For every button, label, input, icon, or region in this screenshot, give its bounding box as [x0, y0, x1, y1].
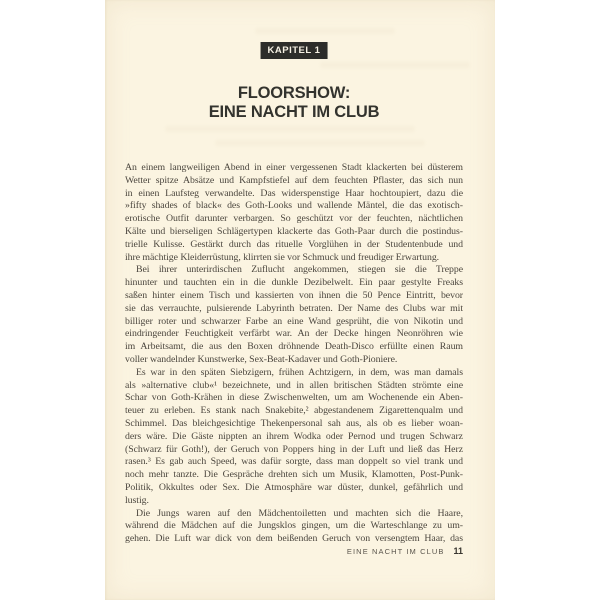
text-line: voller wandelnder Kunstwerke, Sex-Beat-Kadaver und Goth-Pioniere. [125, 353, 398, 365]
text-line: hinunter und tauchten ein in die dunkle Dezibelwelt. Ein paar gestylte Freaks [125, 277, 463, 289]
text-line: rasen.³ Es gab auch Speed, was dafür sorgte, dass man doppelt so viel trank und [125, 456, 463, 468]
text-line: Es war in den späten Siebzigern, frühen Achtzigern, in dem, was man damals [136, 366, 463, 378]
text-line: gehen. Die Luft war dick von dem beißenden Geruch von versengtem Haar, das [125, 533, 463, 545]
text-line: im Arbeitsamt, die aus den Boxen dröhnende Death-Disco erfüllte einen Raum [125, 341, 463, 353]
text-line: Schar von Goth-Krähen in diese Zwischenwelten, um am Wochenende ein Aben- [125, 392, 463, 404]
title-line-2: EINE NACHT IM CLUB [208, 103, 380, 121]
text-line: Kälte und bierseligen Schlägertypen klackerte das Goth-Paar durch die postindus- [125, 225, 463, 237]
content-frame [125, 0, 463, 600]
text-line: ders wäre. Die Gäste nippten an ihrem Wodka oder Pernod und trugen Schwarz [125, 430, 463, 442]
text-line: in einen Laufsteg verwandelte. Das widerspenstige Haar hochtoupiert, dazu die [125, 187, 463, 199]
text-line: sie das verrauchte, pulsierende Labyrinth betraten. Der Name des Clubs war mit [125, 302, 463, 314]
book-page [105, 0, 495, 600]
footer-running-title: EINE NACHT IM CLUB [346, 547, 445, 556]
text-line: An einem langweiligen Abend in einer vergessenen Stadt klackerten bei düsterem [125, 162, 463, 173]
text-line: Die Jungs waren auf den Mädchentoiletten und machten sich die Haare, [136, 507, 463, 519]
text-line: saßen hinter einem Tisch und kassierten von ihnen die 50 Pence Eintritt, bevor [125, 289, 463, 301]
paragraph [125, 264, 463, 366]
text-line: »fifty shades of black« des Goth-Looks und wallende Mäntel, die das exotisch- [125, 200, 463, 212]
text-line: erotische Outfit darunter verbargen. So geschützt vor der feuchten, nächtlichen [125, 213, 463, 225]
text-line: als »alternative club«¹ bezeichnete, und in allen britischen Städten strömte eine [125, 379, 463, 391]
text-line: Schimmel. Das bleichgesichtige Thekenpersonal sah aus, als ob es lieber woan- [125, 417, 463, 429]
text-line: noch mehr tanzte. Die Gespräche drehten sich um Musik, Klamotten, Post-Punk- [125, 469, 463, 481]
paragraph [125, 367, 463, 508]
text-line: (Schwarz für Goth!), der Geruch von Poppers hing in der Luft und ließ das Herz [125, 443, 463, 455]
title-line-1: FLOORSHOW: [237, 84, 351, 102]
text-line: eindringender Feuchtigkeit verfärbt war. An der Decke hingen Neonröhren wie [125, 328, 463, 340]
text-line: lustig. [125, 494, 149, 506]
text-line: Wetter spitze Absätze und Kampfstiefel auf dem feuchten Pflaster, das sich nun [125, 174, 463, 186]
page-number: 11 [453, 546, 463, 556]
paragraph [125, 162, 463, 264]
text-line: während die Mädchen auf die Jungsklos gingen, um die Warteschlange zu um- [125, 520, 463, 532]
body-text [125, 162, 463, 548]
text-line: ihre mächtige Kleiderrüstung, klirrten sie vor Schmuck und freudiger Erwartung. [125, 251, 440, 263]
text-line: billiger roter und schwarzer Farbe an eine Wand gesprüht, die von Nikotin und [125, 315, 463, 327]
text-line: trielle Kulisse. Gestärkt durch das rituelle Vorglühen in der Studentenbude und [125, 238, 463, 250]
text-line: Politik, Okkultes oder Sex. Die Atmosphäre war düster, dunkel, gefährlich und [125, 481, 463, 493]
text-line: teuer zu erleben. Es stank nach Snakebite,² abgestandenem Zigarettenqualm und [125, 405, 463, 417]
paragraph [125, 508, 463, 546]
chapter-box [261, 42, 328, 59]
page-title [125, 84, 463, 122]
running-footer [347, 546, 463, 556]
text-line: Bei ihrer unterirdischen Zuflucht angekommen, stiegen sie die Treppe [136, 264, 463, 276]
chapter-label: KAPITEL 1 [267, 45, 321, 56]
